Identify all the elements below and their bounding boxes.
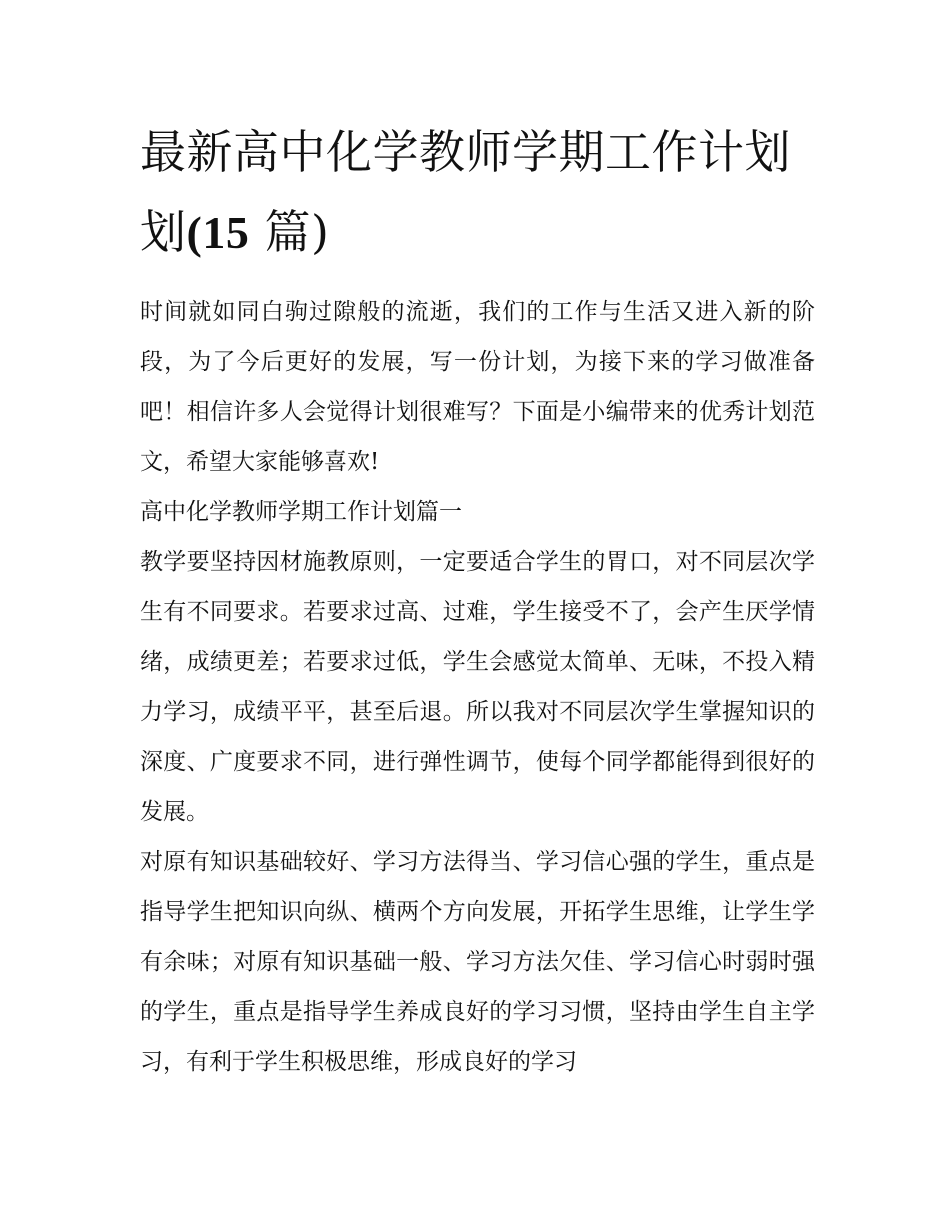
title-count: (15 [186, 207, 250, 258]
section-heading: 高中化学教师学期工作计划篇一 [140, 499, 462, 525]
body-paragraph-2: 对原有知识基础较好、学习方法得当、学习信心强的学生，重点是指导学生把知识向纵、横两个方向发展，开拓学生思维，让学生学有余味；对原有知识基础一般、学习方法欠佳、学习信心时弱时强的学生，重点是指导学生养成良好的学习习惯，坚持由学生自主学习，有利于学生积极思维，形成良好的学习 [140, 849, 815, 1075]
intro-paragraph: 时间就如同白驹过隙般的流逝，我们的工作与生活又进入新的阶段，为了今后更好的发展，写一份计划，为接下来的学习做准备吧！相信许多人会觉得计划很难写？下面是小编带来的优秀计划范文，希望大家能够喜欢! [140, 299, 815, 475]
title-char: 划 [140, 205, 187, 259]
title-end: 篇) [264, 205, 330, 259]
title-main: 最新高中化学教师学期工作计划 [140, 125, 791, 179]
document-title [140, 112, 815, 273]
body-paragraph-1: 教学要坚持因材施教原则，一定要适合学生的胃口，对不同层次学生有不同要求。若要求过高、过难，学生接受不了，会产生厌学情绪，成绩更差；若要求过低，学生会感觉太简单、无味，不投入精力学习，成绩平平，甚至后退。所以我对不同层次学生掌握知识的深度、广度要求不同，进行弹性调节，使每个同学都能得到很好的发展。 [140, 549, 815, 825]
document-page [140, 112, 815, 1087]
